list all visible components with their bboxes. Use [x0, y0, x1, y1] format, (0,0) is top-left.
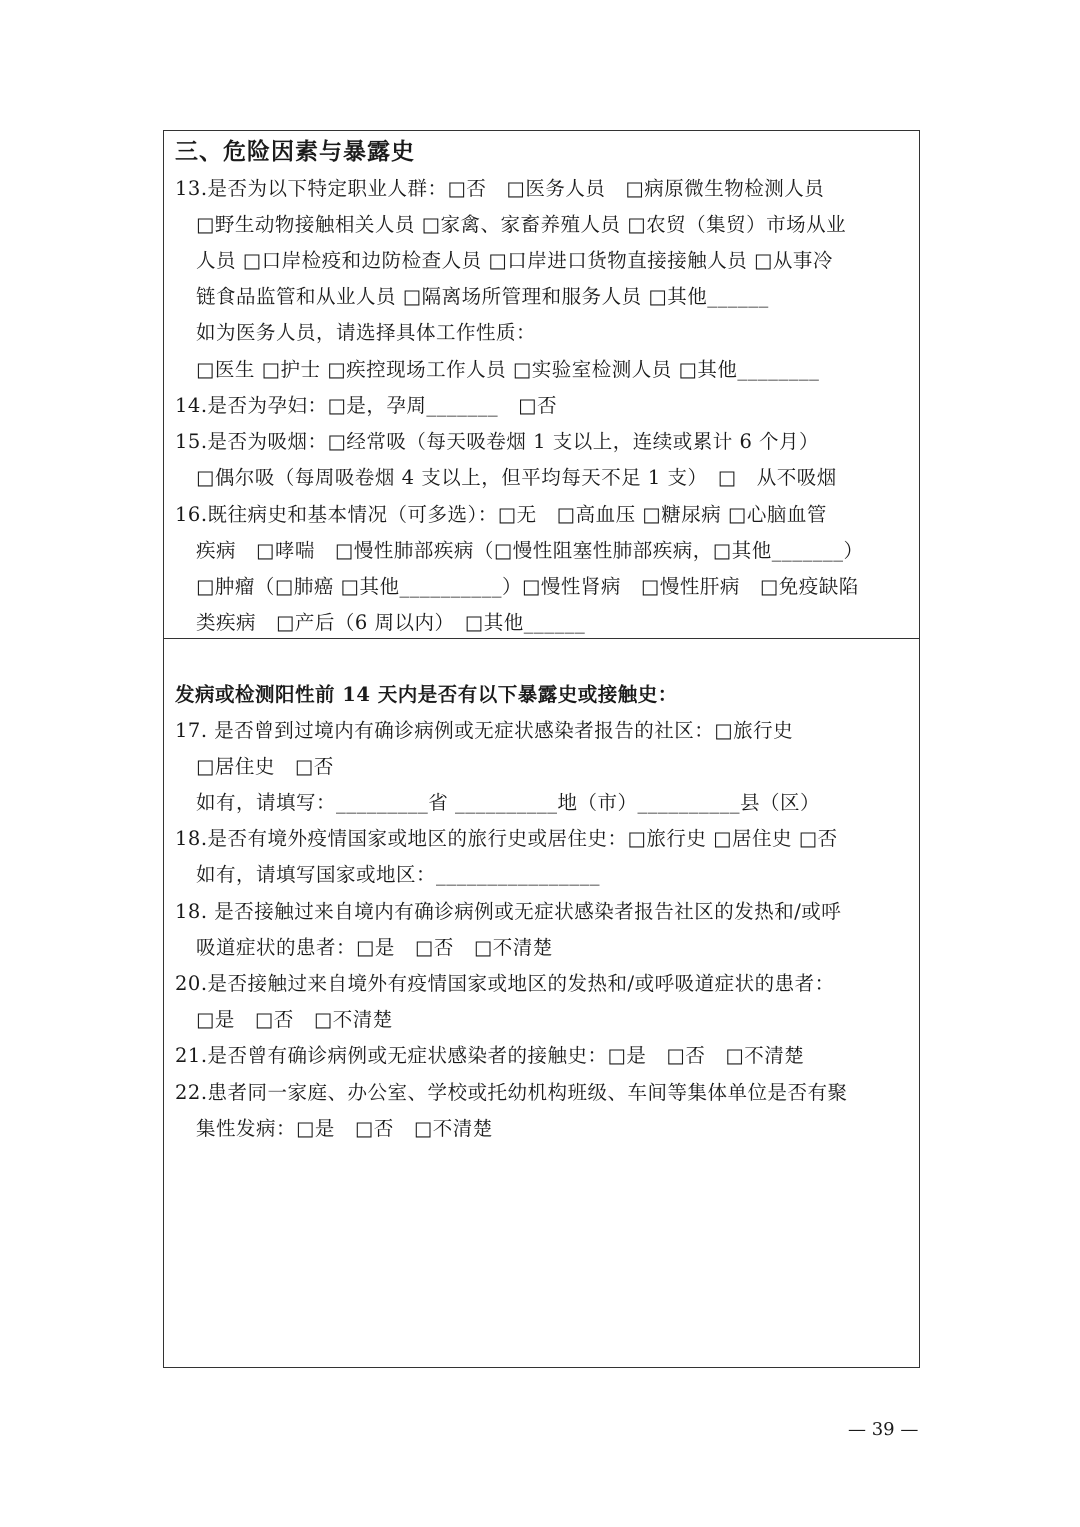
- q18-fill-country: 如有，请填写国家或地区：________________: [196, 863, 601, 886]
- exposure-heading: 发病或检测阳性前 14 天内是否有以下暴露史或接触史：: [175, 683, 678, 706]
- q19-line-1: 18. 是否接触过来自境内有确诊病例或无症状感染者报告社区的发热和/或呼: [175, 900, 842, 923]
- q16-line-4: 类疾病 □产后（6 周以内） □其他______: [196, 611, 586, 634]
- section-divider: [164, 638, 919, 639]
- q17-fill-location: 如有，请填写：_________省 __________地（市）__________县（区）: [196, 791, 820, 814]
- q13-line-2: □野生动物接触相关人员 □家禽、家畜养殖人员 □农贸（集贸）市场从业: [196, 213, 847, 236]
- q13-medical-prompt: 如为医务人员，请选择具体工作性质：: [196, 321, 537, 344]
- q15-line-2: □偶尔吸（每周吸卷烟 4 支以上，但平均每天不足 1 支） □ 从不吸烟: [196, 466, 837, 489]
- q13-line-4: 链食品监管和从业人员 □隔离场所管理和服务人员 □其他______: [196, 285, 769, 308]
- q20-line-1: 20.是否接触过来自境外有疫情国家或地区的发热和/或呼吸道症状的患者：: [175, 972, 835, 995]
- page-number: — 39 —: [848, 1419, 919, 1440]
- q16-line-3: □肿瘤（□肺癌 □其他__________）□慢性肾病 □慢性肝病 □免疫缺陷: [196, 575, 859, 598]
- q18-line-1: 18.是否有境外疫情国家或地区的旅行史或居住史：□旅行史 □居住史 □否: [175, 827, 838, 850]
- q19-line-2: 吸道症状的患者：□是 □否 □不清楚: [196, 936, 553, 959]
- q20-line-2: □是 □否 □不清楚: [196, 1008, 393, 1031]
- q16-line-1: 16.既往病史和基本情况（可多选）：□无 □高血压 □糖尿病 □心脑血管: [175, 503, 827, 526]
- q16-line-2: 疾病 □哮喘 □慢性肺部疾病（□慢性阻塞性肺部疾病，□其他_______）: [196, 539, 864, 562]
- section-title: 三、危险因素与暴露史: [175, 138, 415, 165]
- q13-line-1: 13.是否为以下特定职业人群：□否 □医务人员 □病原微生物检测人员: [175, 177, 825, 200]
- q22-line-2: 集性发病：□是 □否 □不清楚: [196, 1117, 493, 1140]
- q14-line: 14.是否为孕妇：□是，孕周_______ □否: [175, 394, 558, 417]
- q13-line-3: 人员 □口岸检疫和边防检查人员 □口岸进口货物直接接触人员 □从事冷: [196, 249, 833, 272]
- q17-line-2: □居住史 □否: [196, 755, 334, 778]
- risk-factor-form-table: [163, 130, 920, 1368]
- q15-line-1: 15.是否为吸烟：□经常吸（每天吸卷烟 1 支以上，连续或累计 6 个月）: [175, 430, 820, 453]
- q21-line: 21.是否曾有确诊病例或无症状感染者的接触史：□是 □否 □不清楚: [175, 1044, 805, 1067]
- q22-line-1: 22.患者同一家庭、办公室、学校或托幼机构班级、车间等集体单位是否有聚: [175, 1081, 848, 1104]
- q13-medical-options: □医生 □护士 □疾控现场工作人员 □实验室检测人员 □其他________: [196, 358, 820, 381]
- q17-line-1: 17. 是否曾到过境内有确诊病例或无症状感染者报告的社区：□旅行史: [175, 719, 794, 742]
